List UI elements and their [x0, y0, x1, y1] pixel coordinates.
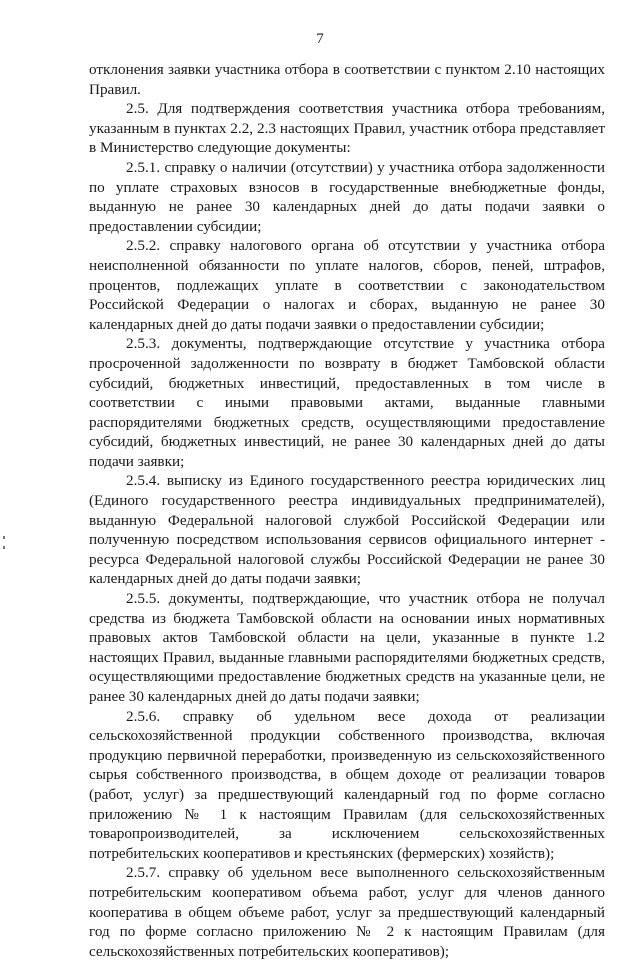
document-body [89, 60, 605, 961]
paragraph-continuation: отклонения заявки участника отбора в соответствии с пунктом 2.10 настоящих Правил. [89, 61, 605, 98]
paragraph-2-5-1: 2.5.1. справку о наличии (отсутствии) у участника отбора задолженности по уплате страховых взносов в государственные внебюджетные фонды, выданную не ранее 30 календарных дней до даты подачи заявки о предоставлении субсидии; [89, 158, 605, 235]
margin-scan-mark [3, 546, 5, 549]
paragraph-2-5-5: 2.5.5. документы, подтверждающие, что участник отбора не получал средства из бюджета Тамбовской области на основании иных нормативных правовых актов Тамбовской области на цели, указанные в пункте 1.2 настоящих Правил, выданные главными распорядителями бюджетных средств, осуществляющими предоставление бюджетных средств на указанные цели, не ранее 30 календарных дней до даты подачи заявки; [89, 590, 605, 705]
paragraph-2-5-3: 2.5.3. документы, подтверждающие отсутствие у участника отбора просроченной задолженности по возврату в бюджет Тамбовской области субсидий, бюджетных инвестиций, предоставленных в том числе в соответствии с иными правовыми актами, выданные главными распорядителями бюджетных средств, осуществляющими предоставление субсидий, бюджетных инвестиций, не ранее 30 календарных дней до даты подачи заявки; [89, 335, 605, 470]
paragraph-2-5-2: 2.5.2. справку налогового органа об отсутствии у участника отбора неисполненной обязанности по уплате налогов, сборов, пеней, штрафов, процентов, подлежащих уплате в соответствии с законодательством Российской Федерации о налогах и сборах, выданную не ранее 30 календарных дней до даты подачи заявки о предоставлении субсидии; [89, 237, 605, 333]
paragraph-2-5-7: 2.5.7. справку об удельном весе выполненного сельскохозяйственным потребительским кооперативом объема работ, услуг для членов данного кооператива в общем объеме работ, услуг за предшествующий календарный год по форме согласно приложению № 2 к настоящим Правилам (для сельскохозяйственных потребительских кооперативов); [89, 864, 605, 960]
page-number: 7 [316, 31, 324, 47]
paragraph-2-5-4: 2.5.4. выписку из Единого государственного реестра юридических лиц (Единого государственного реестра индивидуальных предпринимателей), выданную Федеральной налоговой службой Российской Федерации или полученную посредством использования сервисов официального интернет - ресурса Федеральной налоговой службы Российской Федерации не ранее 30 календарных дней до даты подачи заявки; [89, 472, 605, 588]
margin-scan-mark [3, 536, 5, 539]
paragraph-2-5: 2.5. Для подтверждения соответствия участника отбора требованиям, указанным в пунктах 2.2, 2.3 настоящих Правил, участник отбора представляет в Министерство следующие документы: [89, 100, 605, 157]
paragraph-2-5-6: 2.5.6. справку об удельном весе дохода от реализации сельскохозяйственной продукции собственного производства, включая продукцию первичной переработки, произведенную из сельскохозяйственного сырья собственного производства, в общем доходе от реализации товаров (работ, услуг) за предшествующий календарный год по форме согласно приложению № 1 к настоящим Правилам (для сельскохозяйственных товаропроизводителей, за исключением сельскохозяйственных потребительских кооперативов и крестьянских (фермерских) хозяйств); [89, 707, 605, 862]
